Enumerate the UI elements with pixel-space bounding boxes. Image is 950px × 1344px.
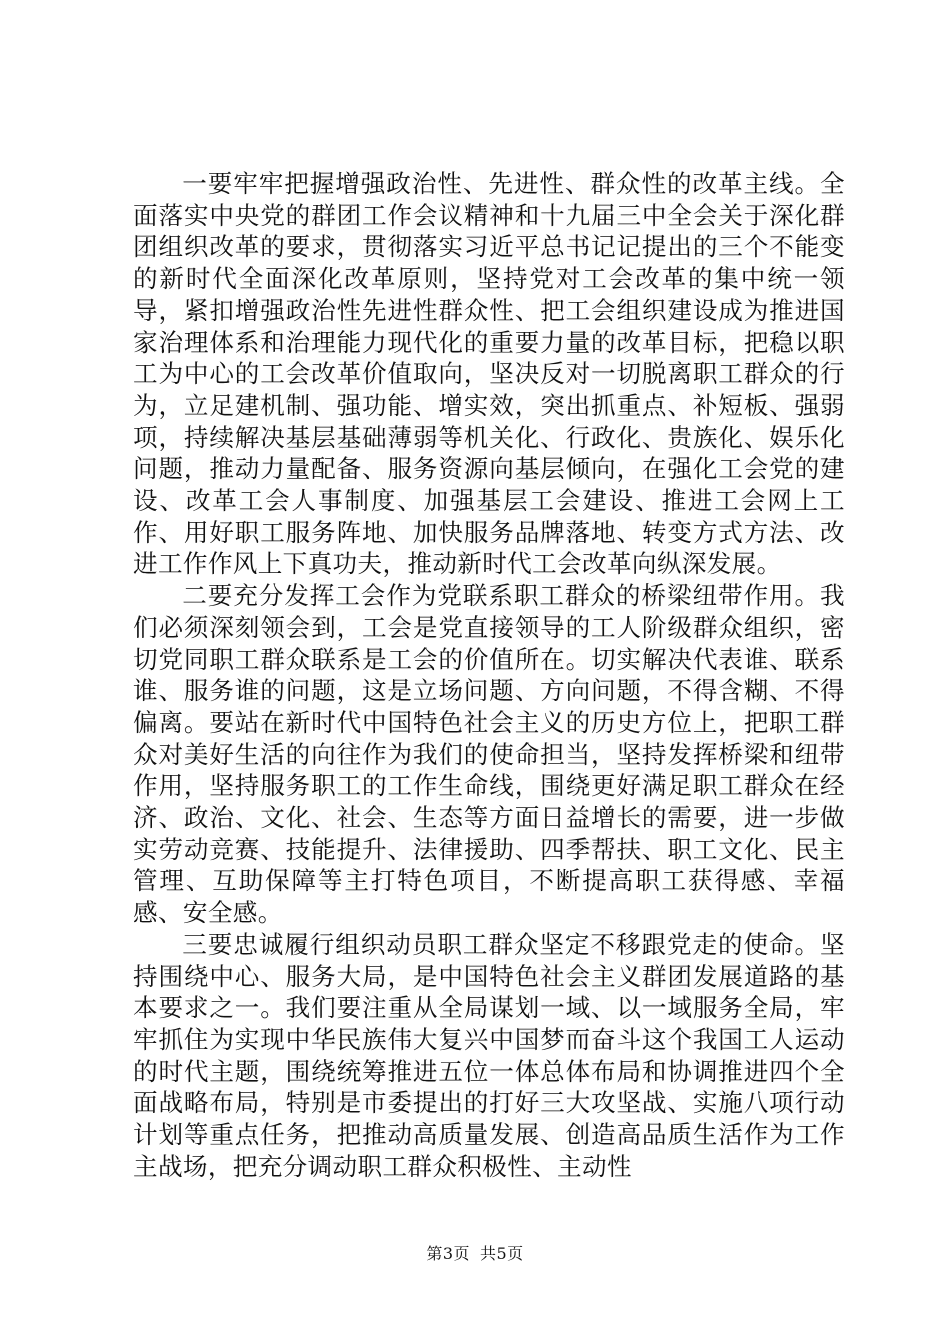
page-total: 共5页 xyxy=(480,1244,524,1263)
paragraph-3: 三要忠诚履行组织动员职工群众坚定不移跟党走的使命。坚持围绕中心、服务大局，是中国特色社会主义群团发展道路的基本要求之一。我们要注重从全局谋划一域、以一域服务全局，牢牢抓住为实现中华民族伟大复兴中国梦而奋斗这个我国工人运动的时代主题，围绕统筹推进五位一体总体布局和协调推进四个全面战略布局，特别是市委提出的打好三大攻坚战、实施八项行动计划等重点任务，把推动高质量发展、创造高品质生活作为工作主战场，把充分调动职工群众积极性、主动性 xyxy=(133,929,845,1181)
document-body xyxy=(133,168,845,1183)
paragraph-2: 二要充分发挥工会作为党联系职工群众的桥梁纽带作用。我们必须深刻领会到，工会是党直接领导的工人阶级群众组织，密切党同职工群众联系是工会的价值所在。切实解决代表谁、联系谁、服务谁的问题，这是立场问题、方向问题，不得含糊、不得偏离。要站在新时代中国特色社会主义的历史方位上，把职工群众对美好生活的向往作为我们的使命担当，坚持发挥桥梁和纽带作用，坚持服务职工的工作生命线，围绕更好满足职工群众在经济、政治、文化、社会、生态等方面日益增长的需要，进一步做实劳动竞赛、技能提升、法律援助、四季帮扶、职工文化、民主管理、互助保障等主打特色项目，不断提高职工获得感、幸福感、安全感。 xyxy=(133,581,845,928)
page-number: 第3页 xyxy=(426,1244,470,1263)
paragraph-1: 一要牢牢把握增强政治性、先进性、群众性的改革主线。全面落实中央党的群团工作会议精神和十九届三中全会关于深化群团组织改革的要求，贯彻落实习近平总书记记提出的三个不能变的新时代全面深化改革原则，坚持党对工会改革的集中统一领导，紧扣增强政治性先进性群众性、把工会组织建设成为推进国家治理体系和治理能力现代化的重要力量的改革目标，把稳以职工为中心的工会改革价值取向，坚决反对一切脱离职工群众的行为，立足建机制、强功能、增实效，突出抓重点、补短板、强弱项，持续解决基层基础薄弱等机关化、行政化、贵族化、娱乐化问题，推动力量配备、服务资源向基层倾向，在强化工会党的建设、改革工会人事制度、加强基层工会建设、推进工会网上工作、用好职工服务阵地、加快服务品牌落地、转变方式方法、改进工作作风上下真功夫，推动新时代工会改革向纵深发展。 xyxy=(133,169,845,579)
page-footer xyxy=(0,1244,950,1264)
